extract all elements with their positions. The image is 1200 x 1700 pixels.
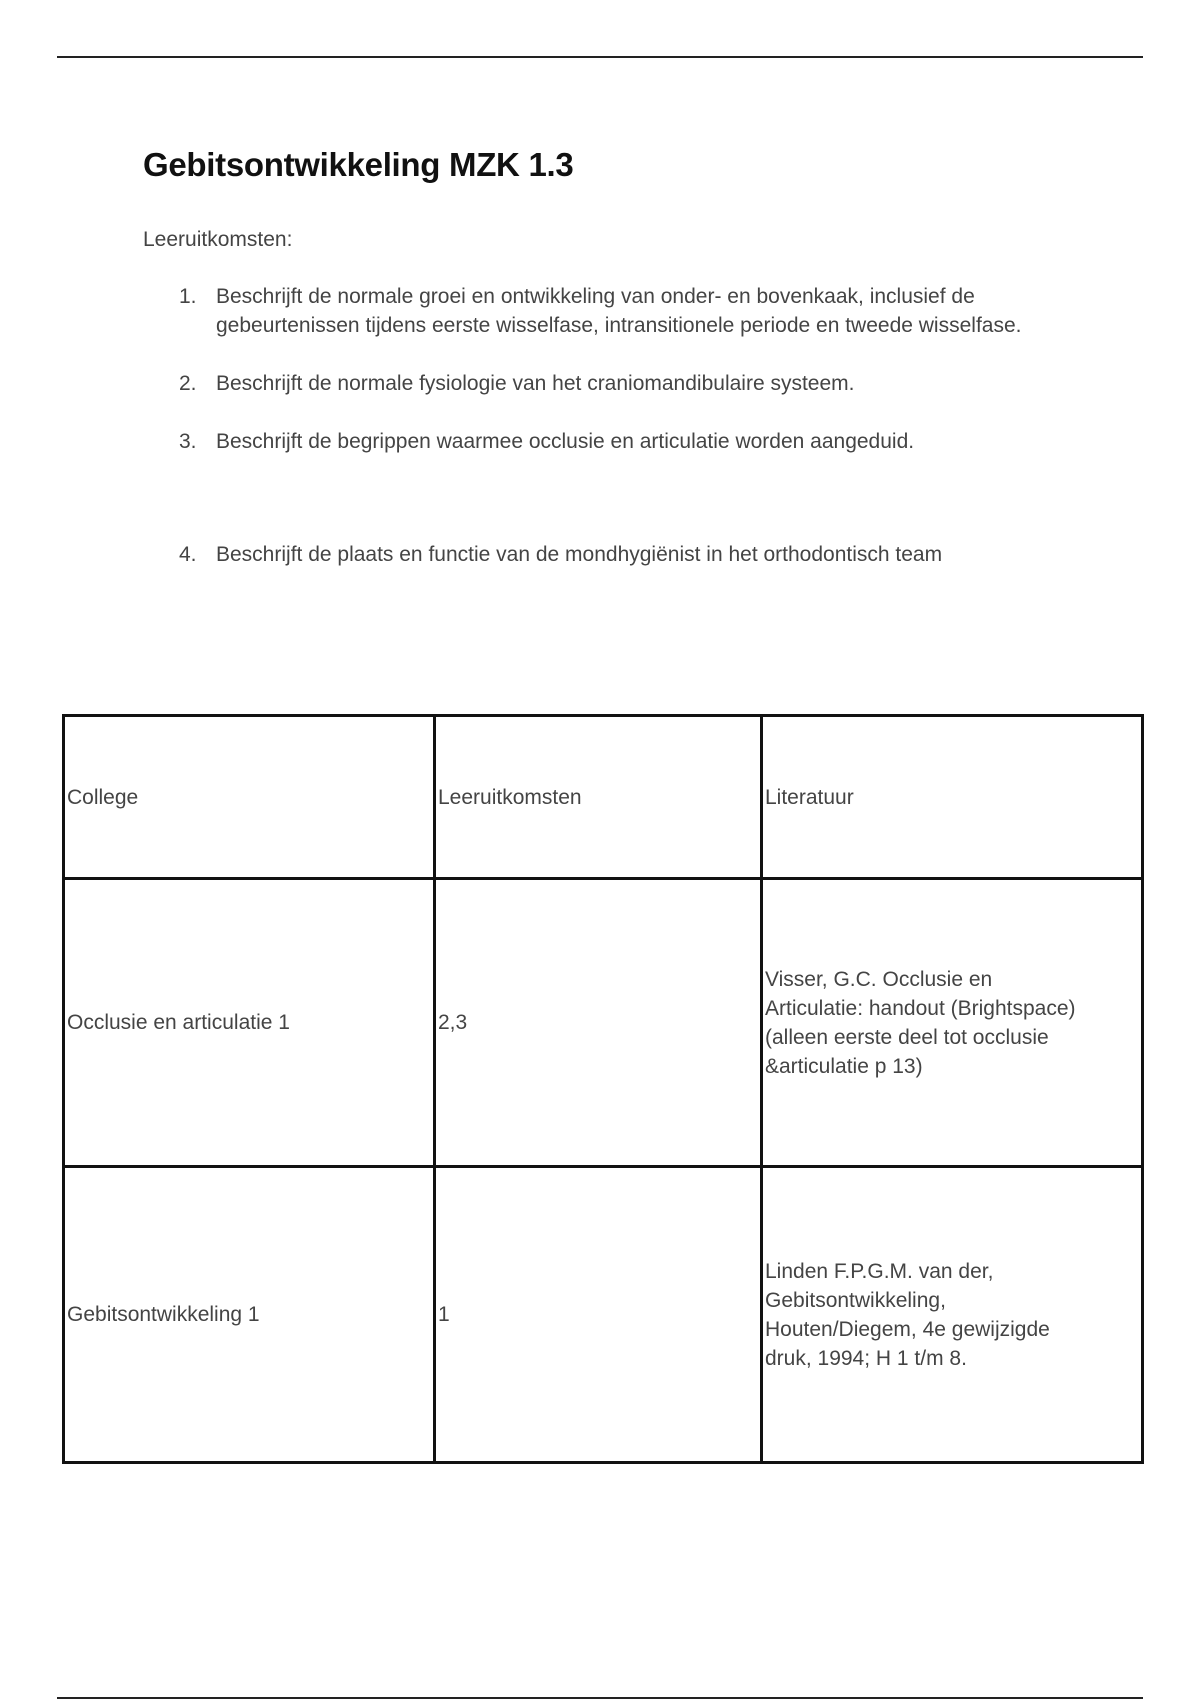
outcome-text: Beschrijft de begrippen waarmee occlusie en articulatie worden aangeduid. (216, 430, 915, 453)
header-rule (57, 56, 1143, 58)
outcome-number: 4. (179, 543, 197, 566)
document-title: Gebitsontwikkeling MZK 1.3 (143, 146, 574, 183)
column-header-literatuur: Literatuur (762, 716, 1143, 879)
cell-college: Occlusie en articulatie 1 (64, 879, 435, 1167)
table-row (64, 1167, 1143, 1463)
literature-line: Gebitsontwikkeling, (765, 1288, 946, 1312)
learning-outcomes-heading: Leeruitkomsten: (143, 228, 293, 251)
outcome-text: Beschrijft de normale fysiologie van het craniomandibulaire systeem. (216, 372, 855, 395)
learning-outcome-item (143, 427, 1063, 456)
outcome-number: 2. (179, 372, 197, 395)
college-schedule-table (62, 714, 1144, 1464)
literature-line: Houten/Diegem, 4e gewijzigde (765, 1317, 1050, 1341)
footer-rule (57, 1697, 1143, 1699)
cell-college: Gebitsontwikkeling 1 (64, 1167, 435, 1463)
learning-outcome-item (143, 282, 1063, 340)
outcome-number: 3. (179, 430, 197, 453)
column-header-college: College (64, 716, 435, 879)
column-header-leeruitkomsten: Leeruitkomsten (435, 716, 762, 879)
literature-line: Linden F.P.G.M. van der, (765, 1259, 994, 1283)
outcome-text: Beschrijft de normale groei en ontwikkeling van onder- en bovenkaak, inclusief de gebeurtenissen tijdens eerste wisselfase, intransitionele periode en tweede wisselfase. (216, 285, 1022, 337)
literature-line: Visser, G.C. Occlusie en (765, 967, 993, 991)
cell-leeruitkomsten: 1 (435, 1167, 762, 1463)
literature-line: &articulatie p 13) (765, 1054, 923, 1078)
cell-literatuur (762, 879, 1143, 1167)
literature-line: druk, 1994; H 1 t/m 8. (765, 1346, 967, 1370)
literature-line: Articulatie: handout (Brightspace) (765, 996, 1076, 1020)
table-header-row (64, 716, 1143, 879)
learning-outcomes-list (143, 282, 1063, 569)
literature-line: (alleen eerste deel tot occlusie (765, 1025, 1049, 1049)
outcome-number: 1. (179, 285, 197, 308)
cell-literatuur (762, 1167, 1143, 1463)
outcome-text: Beschrijft de plaats en functie van de mondhygiënist in het orthodontisch team (216, 543, 943, 566)
learning-outcome-item (143, 540, 1063, 569)
cell-leeruitkomsten: 2,3 (435, 879, 762, 1167)
learning-outcome-item (143, 369, 1063, 398)
table-row (64, 879, 1143, 1167)
